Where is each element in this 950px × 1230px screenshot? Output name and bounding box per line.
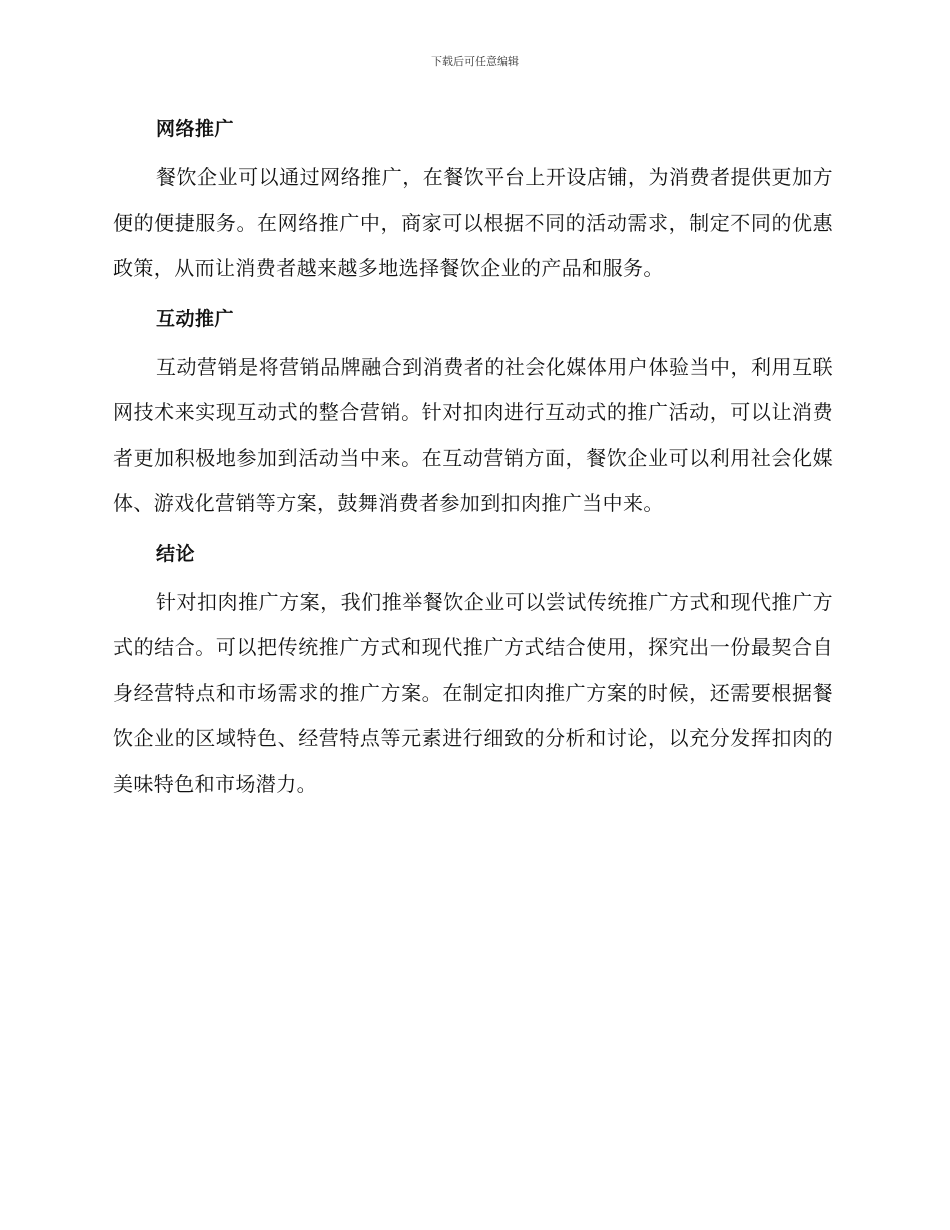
section-interactive-promotion [113,298,833,527]
document-body [113,108,833,807]
page-header: 下载后可任意编辑 [431,55,519,68]
section-conclusion [113,533,833,808]
section-paragraph: 互动营销是将营销品牌融合到消费者的社会化媒体用户体验当中，利用互联网技术来实现互动式的整合营销。针对扣肉进行互动式的推广活动，可以让消费者更加积极地参加到活动当中来。在互动营销方面，餐饮企业可以利用社会化媒体、游戏化营销等方案，鼓舞消费者参加到扣肉推广当中来。 [113,354,833,515]
section-paragraph: 针对扣肉推广方案，我们推举餐饮企业可以尝试传统推广方式和现代推广方式的结合。可以把传统推广方式和现代推广方式结合使用，探究出一份最契合自身经营特点和市场需求的推广方案。在制定扣肉推广方案的时候，还需要根据餐饮企业的区域特色、经营特点等元素进行细致的分析和讨论，以充分发挥扣肉的美味特色和市场潜力。 [113,589,833,796]
section-heading: 网络推广 [156,118,235,140]
section-paragraph: 餐饮企业可以通过网络推广，在餐饮平台上开设店铺，为消费者提供更加方便的便捷服务。在网络推广中，商家可以根据不同的活动需求，制定不同的优惠政策，从而让消费者越来越多地选择餐饮企业的产品和服务。 [113,165,833,280]
section-network-promotion [113,108,833,292]
section-heading: 结论 [156,542,196,565]
section-heading: 互动推广 [156,307,235,330]
